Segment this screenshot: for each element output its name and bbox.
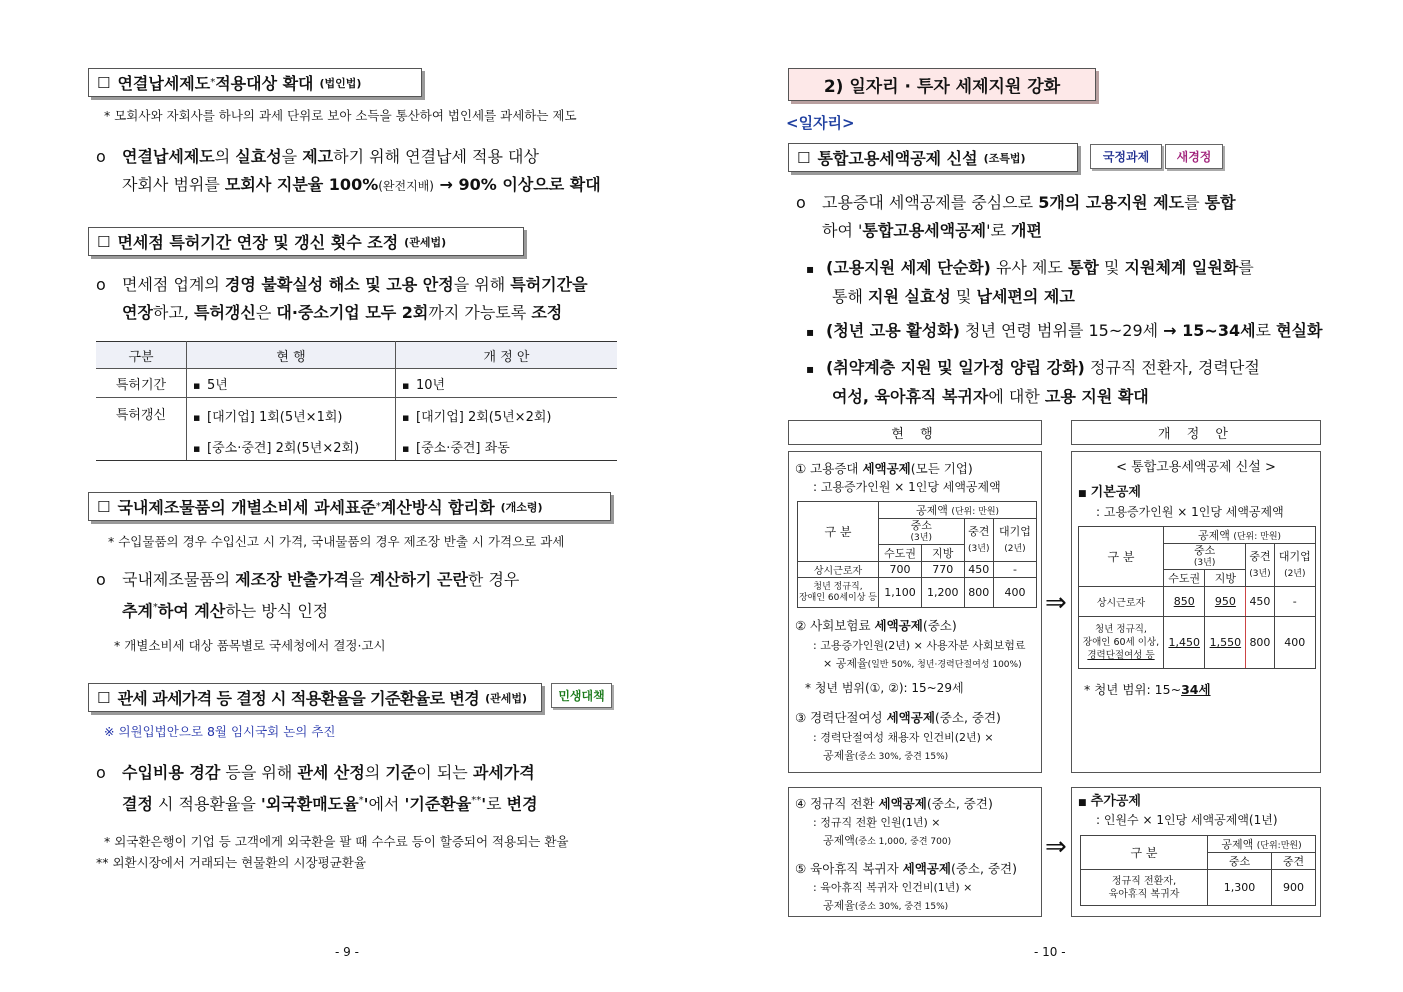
checkbox-icon: ☐ (97, 73, 111, 92)
category-label: <일자리> (786, 114, 855, 132)
paragraph: o 국내제조물품의 제조장 반출가격을 계산하기 곤란한 경우 추계*하여 계산하는 방식 인정 (96, 570, 520, 621)
current-panel-additional: ④ 정규직 전환 세액공제(중소, 중견) : 정규직 전환 인원(1년) × 공제액(중소 1,000, 중견 700) ⑤ 육아휴직 복귀자 세액공제(중소, 중견) : 육아휴직 복귀자 인건비(1년) × 공제율(중소 30%, 중견 15%) (788, 787, 1042, 917)
comparison-table: 구분 현 행 개 정 안 특허기간 ▪ 5년 ▪ 10년 특허갱신 ▪ [대기업] 1회(5년×1회) ▪ [대기업] 2회(5년×2회) ▪ [중소·중견] 2회(5년×2회) ▪ [중소·중견] 좌동 (96, 341, 617, 461)
page-title: 2) 일자리 · 투자 세제지원 강화 (788, 68, 1096, 101)
note: ※ 의원입법안으로 8월 임시국회 논의 추진 (104, 724, 336, 739)
arrow-icon: ⇒ (1045, 588, 1067, 618)
badge-national-task: 국정과제 (1090, 144, 1162, 169)
checkbox-icon: ☐ (97, 497, 111, 516)
paragraph: o 연결납세제도의 실효성을 제고하기 위해 연결납세 적용 대상 자회사 범위를 모회사 지분율 100%(완전지배) → 90% 이상으로 확대 (96, 147, 601, 194)
footnote: ** 외환시장에서 거래되는 현물환의 시장평균환율 (96, 855, 366, 870)
section-header-excise-tax: ☐ 국내제조물품의 개별소비세 과세표준 * 계산방식 합리화 (개소령) (88, 492, 611, 521)
column-label-revised: 개 정 안 (1071, 420, 1321, 445)
revised-table: 구 분 공제액 (단위: 만원) 중소 (3년) 중견 (3년) 대기업 (2년) 수도권 지방 상시근로자 850 950 450 - 청년 정규직, 장애인 60세 이상, 경력단절여성 등 1,450 1,550 800 400 (1078, 526, 1316, 669)
footnote: * 외국환은행이 기업 등 고객에게 외국환을 팔 때 수수료 등이 할증되어 적용되는 환율 (104, 834, 569, 849)
footnote: * 모회사와 자회사를 하나의 과세 단위로 보아 소득을 통산하여 법인세를 과세하는 제도 (104, 108, 577, 123)
badge-livelihood: 민생대책 (551, 683, 612, 708)
arrow-icon: ⇒ (1045, 832, 1067, 862)
paragraph: o 면세점 업계의 경영 불확실성 해소 및 고용 안정을 위해 특허기간을 연장하고, 특허갱신은 대·중소기업 모두 2회까지 가능토록 조정 (96, 275, 588, 322)
paragraph: o 고용증대 세액공제를 중심으로 5개의 고용지원 제도를 통합 하여 '통합고용세액공제'로 개편 (796, 193, 1236, 240)
current-panel: ① 고용증대 세액공제(모든 기업) : 고용증가인원 × 1인당 세액공제액 구 분 공제액 (단위: 만원) 중소 (3년) 중견 (3년) 대기업 (2년) 수도권 지방 상시근로자 700 770 450 - 청년 정규직, 장애인 60세이상 등 1,100 1,200 800 400 ② 사회보험료 세액공제(중소) : 고용증가인원(2년) × 사용자분 사회보험료 × 공제율(일반 50%, 청년·경력단절여성 100%) * 청년 범위(①, ②): 15~29세 ③ 경력단절여성 세액공제(중소, 중견) : 경력단절여성 채용자 인건비(2년) × 공제율(중소 30%, 중견 15%) (788, 451, 1042, 773)
section-header-customs: ☐ 관세 과세가격 등 결정 시 적용환율을 기준환율로 변경 (관세법) (88, 683, 542, 712)
section-header-integrated-employment: ☐ 통합고용세액공제 신설 (조특법) (788, 143, 1078, 172)
current-table: 구 분 공제액 (단위: 만원) 중소 (3년) 중견 (3년) 대기업 (2년) 수도권 지방 상시근로자 700 770 450 - 청년 정규직, 장애인 60세이상 등 1,100 1,200 800 400 (797, 501, 1037, 608)
page-number: - 9 - (335, 945, 359, 959)
revised-panel-additional: ■ 추가공제 : 인원수 × 1인당 세액공제액(1년) 구 분 공제액 (단위:만원) 중소 중견 정규직 전환자, 육아휴직 복귀자 1,300 900 (1071, 787, 1321, 917)
checkbox-icon: ☐ (797, 148, 811, 167)
checkbox-icon: ☐ (97, 232, 111, 251)
section-header-consolidated-tax: ☐ 연결납세제도 * 적용대상 확대 (법인법) (88, 68, 422, 97)
badge-supplementary: 새경정 (1165, 144, 1223, 169)
bullet-youth: ▪ (청년 고용 활성화) 청년 연령 범위를 15~29세 → 15~34세로 현실화 (806, 321, 1323, 340)
page-number: - 10 - (1034, 945, 1066, 959)
column-label-current: 현 행 (788, 420, 1042, 445)
bullet-simplification: ▪ (고용지원 세제 단순화) 유사 제도 통합 및 지원체계 일원화를 통해 지원 실효성 및 납세편의 제고 (806, 258, 1254, 306)
footnote: * 개별소비세 대상 품목별로 국세청에서 결정·고시 (114, 638, 386, 653)
additional-table: 구 분 공제액 (단위:만원) 중소 중견 정규직 전환자, 육아휴직 복귀자 1,300 900 (1080, 835, 1316, 906)
checkbox-icon: ☐ (97, 688, 111, 707)
revised-panel: < 통합고용세액공제 신설 > ■ 기본공제 : 고용증가인원 × 1인당 세액공제액 구 분 공제액 (단위: 만원) 중소 (3년) 중견 (3년) 대기업 (2년) 수도권 지방 상시근로자 850 950 450 - 청년 정규직, 장애인 60세 이상, 경력단절여성 등 1,450 1,550 800 400 * 청년 범위: 15~34세 (1071, 451, 1321, 773)
paragraph: o 수입비용 경감 등을 위해 관세 산정의 기준이 되는 과세가격 결정 시 적용환율을 '외국환매도율*'에서 '기준환율**'로 변경 (96, 763, 538, 814)
section-header-duty-free: ☐ 면세점 특허기간 연장 및 갱신 횟수 조정 (관세법) (88, 227, 524, 256)
footnote: * 수입물품의 경우 수입신고 시 가격, 국내물품의 경우 제조장 반출 시 가격으로 과세 (108, 534, 565, 549)
bullet-vulnerable: ▪ (취약계층 지원 및 일가정 양립 강화) 정규직 전환자, 경력단절 여성, 육아휴직 복귀자에 대한 고용 지원 확대 (806, 358, 1260, 406)
